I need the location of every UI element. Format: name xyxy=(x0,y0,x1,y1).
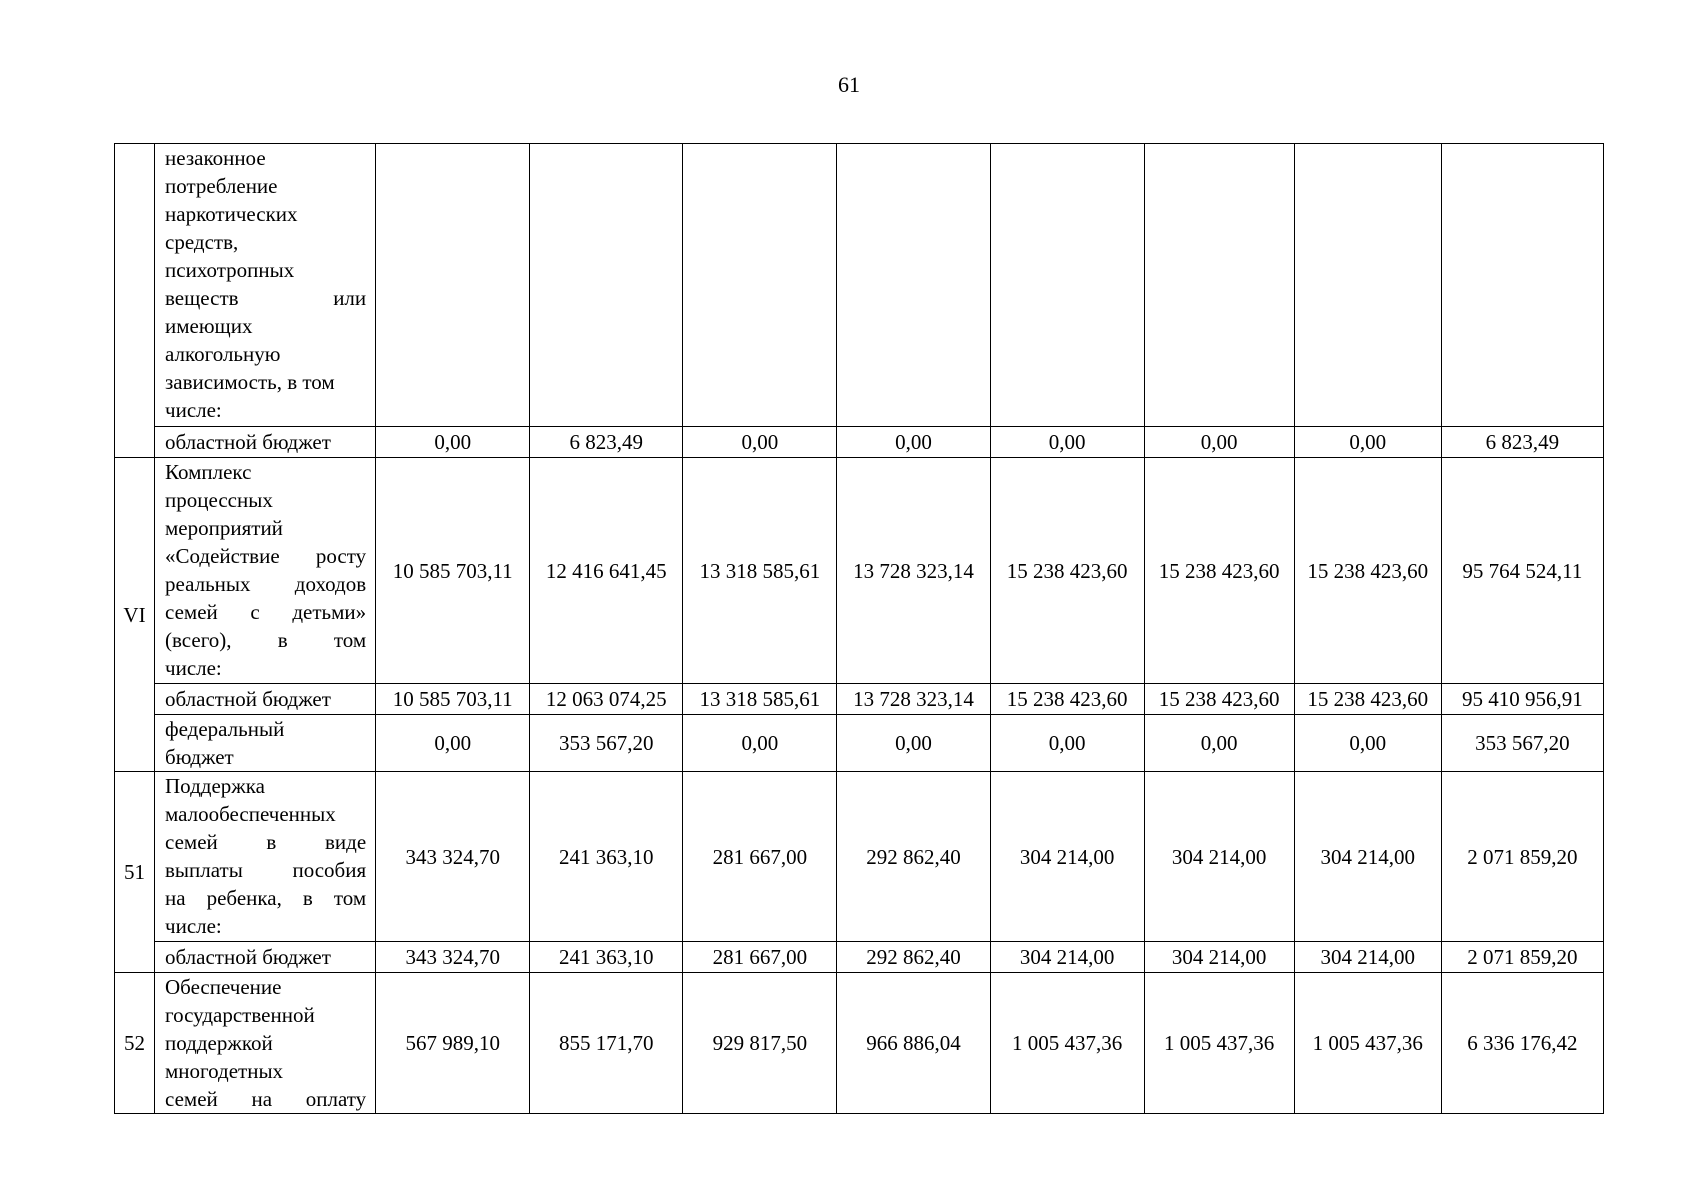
value-cell: 0,00 xyxy=(683,715,837,772)
value-cell: 304 214,00 xyxy=(990,942,1144,973)
value-cell: 241 363,10 xyxy=(530,942,683,973)
value-cell xyxy=(1294,144,1441,427)
value-cell: 15 238 423,60 xyxy=(990,458,1144,684)
value-cell: 929 817,50 xyxy=(683,973,837,1114)
value-cell xyxy=(530,144,683,427)
value-cell: 2 071 859,20 xyxy=(1441,772,1603,942)
value-cell: 966 886,04 xyxy=(837,973,990,1114)
value-cell: 10 585 703,11 xyxy=(376,458,530,684)
value-cell: 15 238 423,60 xyxy=(1294,458,1441,684)
value-cell: 0,00 xyxy=(683,427,837,458)
row-index xyxy=(115,144,155,458)
value-cell: 292 862,40 xyxy=(837,772,990,942)
value-cell: 15 238 423,60 xyxy=(1294,684,1441,715)
value-cell: 15 238 423,60 xyxy=(1144,458,1294,684)
row-index: VI xyxy=(115,458,155,772)
value-cell: 0,00 xyxy=(1294,715,1441,772)
value-cell xyxy=(837,144,990,427)
row-description: областной бюджет xyxy=(155,942,376,973)
value-cell: 241 363,10 xyxy=(530,772,683,942)
value-cell: 15 238 423,60 xyxy=(1144,684,1294,715)
value-cell: 13 728 323,14 xyxy=(837,458,990,684)
table-row xyxy=(115,458,1604,684)
value-cell xyxy=(683,144,837,427)
value-cell: 0,00 xyxy=(1144,427,1294,458)
row-description: Поддержка малообеспеченных семей в виде выплаты пособия на ребенка, в том числе: xyxy=(155,772,376,942)
table-row xyxy=(115,772,1604,942)
value-cell: 304 214,00 xyxy=(990,772,1144,942)
value-cell: 0,00 xyxy=(837,715,990,772)
value-cell xyxy=(1144,144,1294,427)
value-cell: 6 823,49 xyxy=(530,427,683,458)
value-cell: 13 318 585,61 xyxy=(683,684,837,715)
value-cell xyxy=(1441,144,1603,427)
table-row xyxy=(115,942,1604,973)
table-row xyxy=(115,427,1604,458)
value-cell: 281 667,00 xyxy=(683,942,837,973)
row-description: областной бюджет xyxy=(155,427,376,458)
value-cell: 281 667,00 xyxy=(683,772,837,942)
value-cell: 304 214,00 xyxy=(1294,772,1441,942)
table-row xyxy=(115,684,1604,715)
value-cell: 0,00 xyxy=(990,427,1144,458)
row-index: 52 xyxy=(115,973,155,1114)
value-cell: 10 585 703,11 xyxy=(376,684,530,715)
value-cell xyxy=(990,144,1144,427)
value-cell: 1 005 437,36 xyxy=(1294,973,1441,1114)
row-description: федеральный бюджет xyxy=(155,715,376,772)
value-cell: 13 728 323,14 xyxy=(837,684,990,715)
value-cell: 353 567,20 xyxy=(530,715,683,772)
value-cell: 0,00 xyxy=(376,715,530,772)
value-cell: 304 214,00 xyxy=(1144,772,1294,942)
budget-table xyxy=(114,143,1604,1114)
value-cell: 567 989,10 xyxy=(376,973,530,1114)
value-cell: 1 005 437,36 xyxy=(990,973,1144,1114)
table-row xyxy=(115,973,1604,1114)
value-cell: 304 214,00 xyxy=(1294,942,1441,973)
value-cell: 15 238 423,60 xyxy=(990,684,1144,715)
value-cell: 855 171,70 xyxy=(530,973,683,1114)
value-cell: 13 318 585,61 xyxy=(683,458,837,684)
value-cell: 343 324,70 xyxy=(376,772,530,942)
table-row xyxy=(115,144,1604,427)
value-cell xyxy=(376,144,530,427)
value-cell: 0,00 xyxy=(1294,427,1441,458)
value-cell: 12 063 074,25 xyxy=(530,684,683,715)
page-number: 61 xyxy=(838,72,860,97)
value-cell: 0,00 xyxy=(376,427,530,458)
value-cell: 353 567,20 xyxy=(1441,715,1603,772)
row-description: незаконное потребление наркотических средств, психотропных веществ или имеющих алкогольную зависимость, в том числе: xyxy=(155,144,376,427)
value-cell: 6 336 176,42 xyxy=(1441,973,1603,1114)
value-cell: 0,00 xyxy=(837,427,990,458)
row-description: Комплекс процессных мероприятий «Содействие росту реальных доходов семей с детьми» (всего), в том числе: xyxy=(155,458,376,684)
value-cell: 6 823,49 xyxy=(1441,427,1603,458)
value-cell: 1 005 437,36 xyxy=(1144,973,1294,1114)
value-cell: 12 416 641,45 xyxy=(530,458,683,684)
value-cell: 2 071 859,20 xyxy=(1441,942,1603,973)
row-description: областной бюджет xyxy=(155,684,376,715)
value-cell: 0,00 xyxy=(1144,715,1294,772)
value-cell: 343 324,70 xyxy=(376,942,530,973)
value-cell: 292 862,40 xyxy=(837,942,990,973)
value-cell: 95 764 524,11 xyxy=(1441,458,1603,684)
row-index: 51 xyxy=(115,772,155,973)
row-description: Обеспечение государственной поддержкой многодетных семей на оплату xyxy=(155,973,376,1114)
value-cell: 304 214,00 xyxy=(1144,942,1294,973)
table-row xyxy=(115,715,1604,772)
value-cell: 0,00 xyxy=(990,715,1144,772)
value-cell: 95 410 956,91 xyxy=(1441,684,1603,715)
